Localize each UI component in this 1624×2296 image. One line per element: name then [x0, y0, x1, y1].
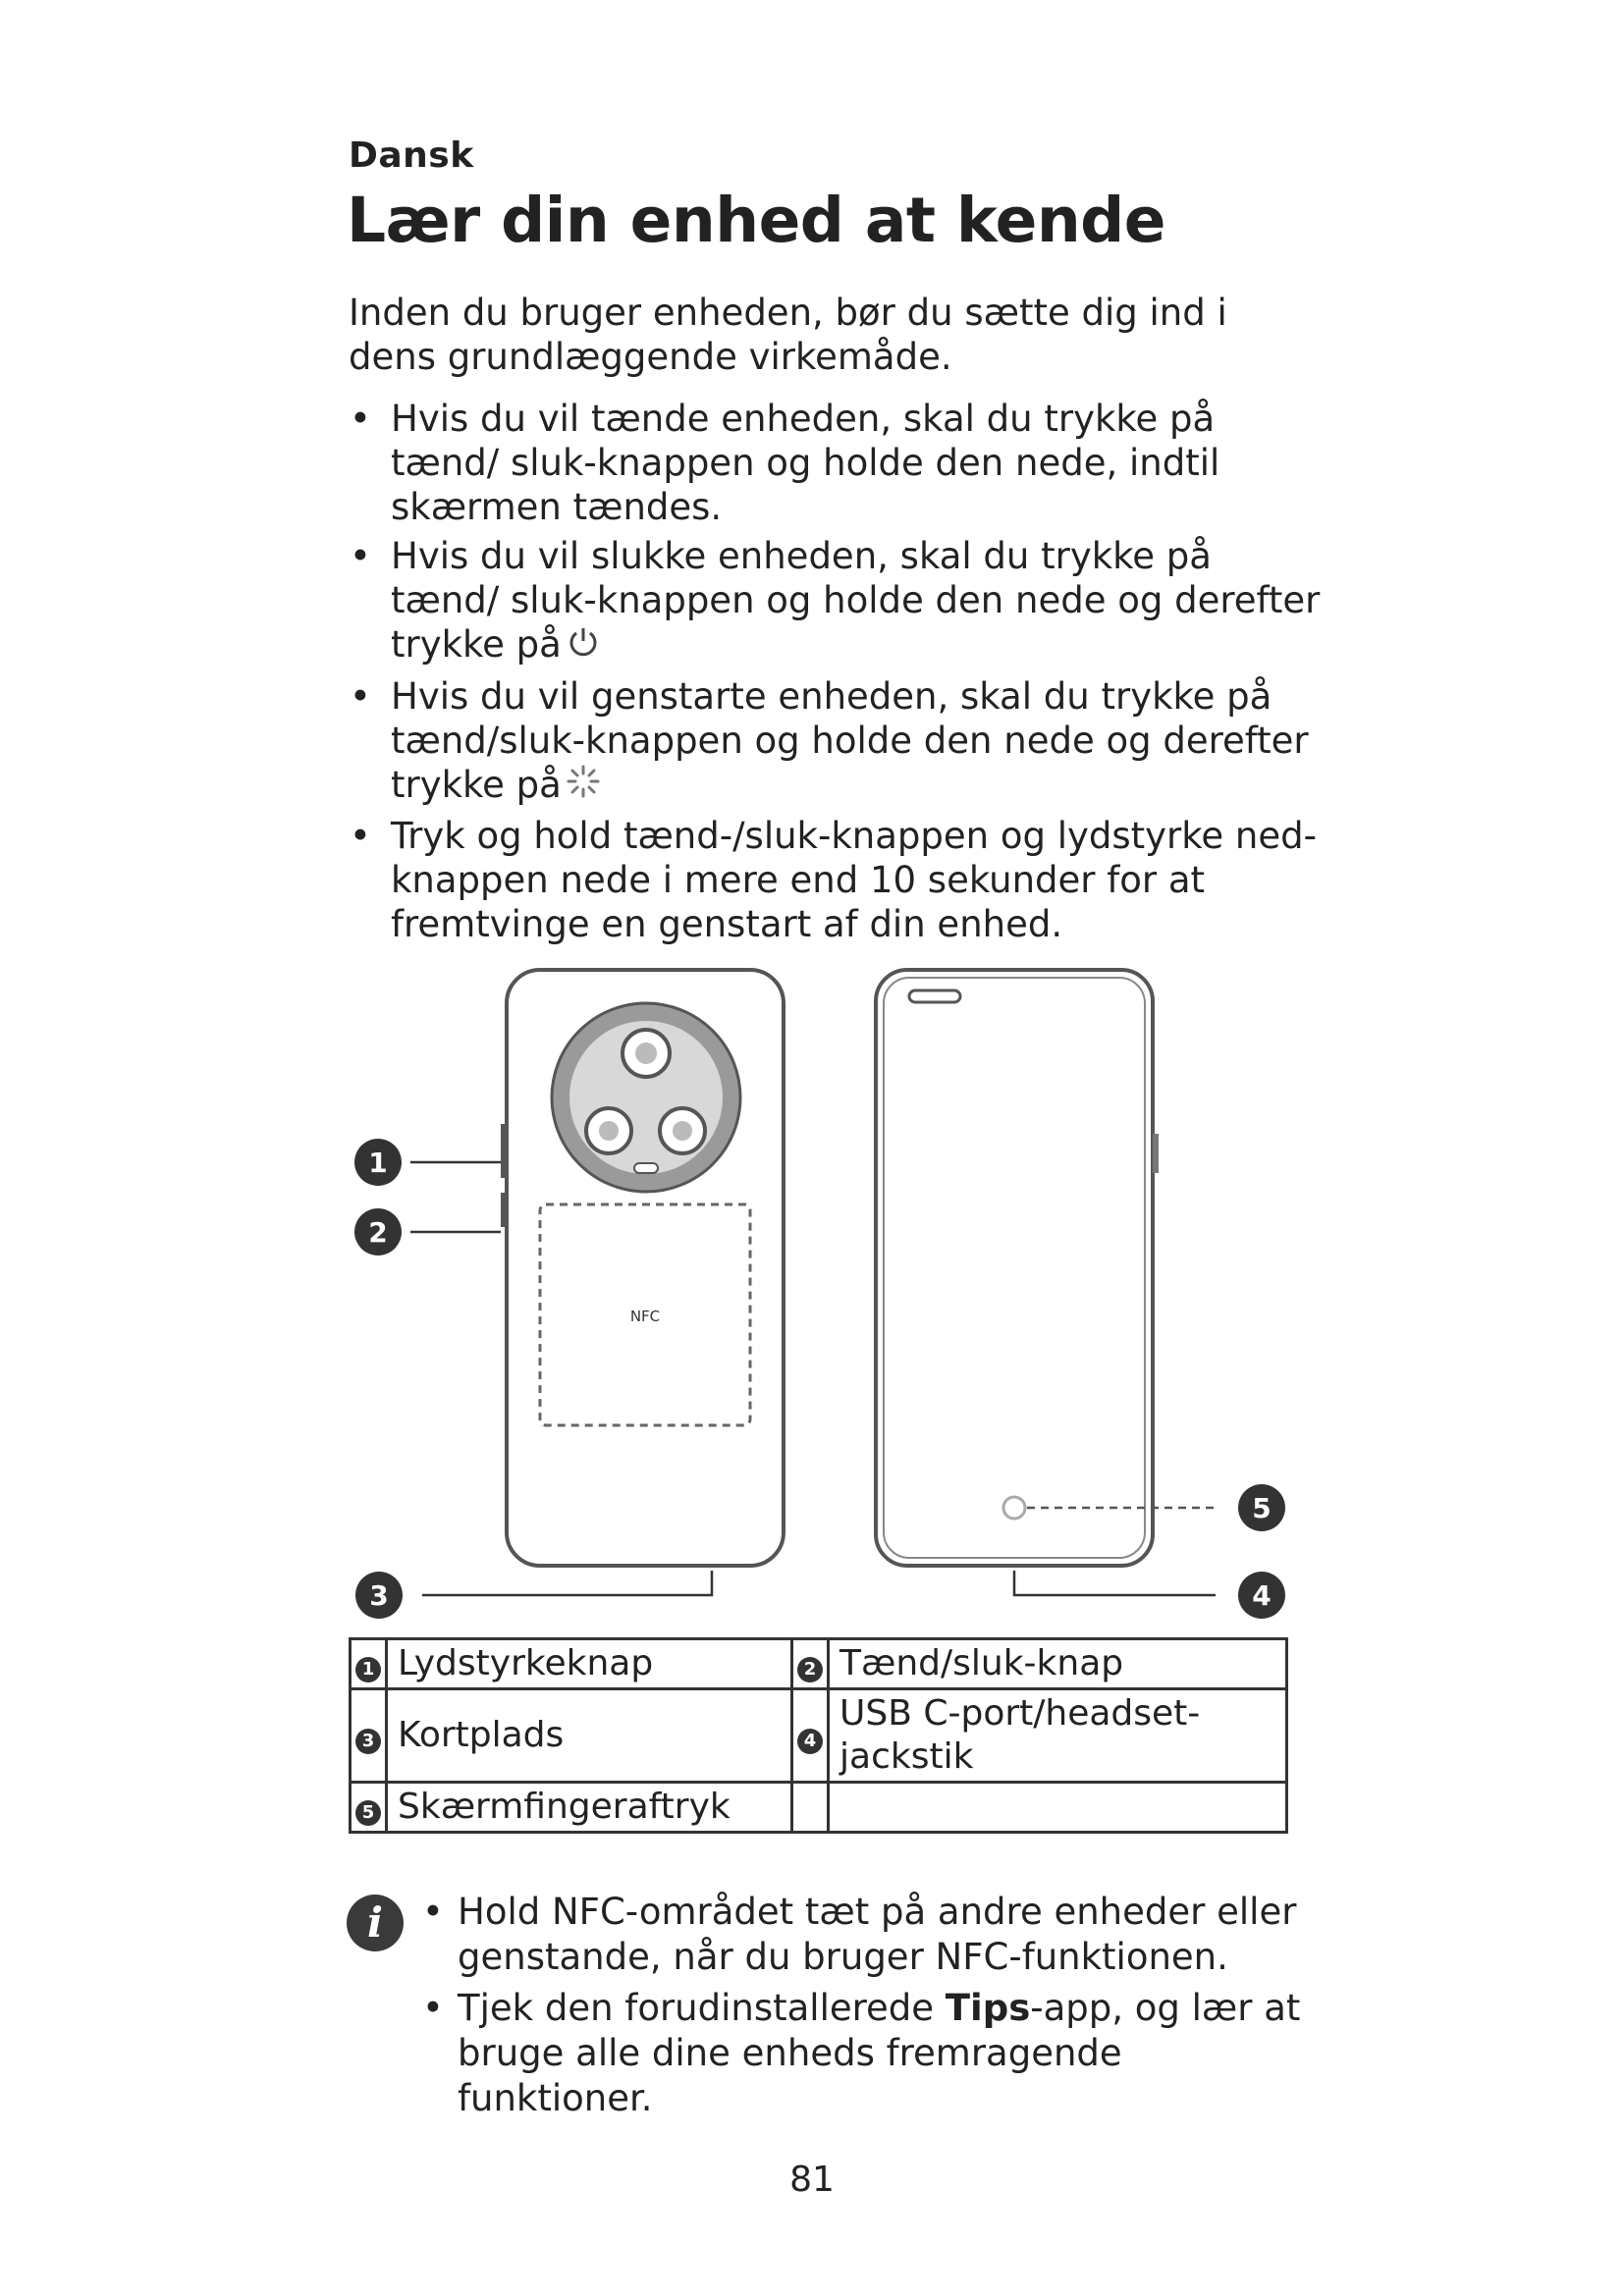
language-heading: Dansk	[349, 135, 474, 176]
callout-badge	[1238, 1484, 1285, 1531]
phone-front	[876, 970, 1153, 1566]
device-diagram	[334, 957, 1306, 1634]
front-camera	[909, 990, 960, 1002]
svg-text:3: 3	[369, 1579, 389, 1612]
table-cell: Skærmfingeraftryk	[387, 1783, 792, 1833]
svg-text:1: 1	[368, 1147, 388, 1179]
number-badge: 2	[797, 1657, 823, 1682]
list-item: • Tryk og hold tænd-/sluk-knappen og lydstyrke ned-knappen nede i mere end 10 sekunder for at fremtvinge en genstart af din enhed.	[350, 815, 1317, 945]
fingerprint-sensor	[1003, 1497, 1025, 1519]
page-title: Lær din enhed at kende	[347, 185, 1165, 256]
list-item: • Hvis du vil genstarte enheden, skal du trykke på tænd/sluk-knappen og holde den nede og derefter trykke på	[346, 674, 1327, 810]
list-item: • Hold NFC-området tæt på andre enheder eller genstande, når du bruger NFC-funktionen.	[422, 1891, 1297, 1978]
note-text: Hold NFC-området tæt på andre enheder eller genstande, når du bruger NFC-funktionen.	[458, 1891, 1297, 1978]
number-badge: 4	[797, 1729, 823, 1754]
page-number: 81	[789, 2160, 835, 2200]
tips-app-name: Tips	[945, 1987, 1031, 2029]
parts-table	[349, 1637, 1288, 1834]
bullet-text: Hvis du vil tænde enheden, skal du trykke på tænd/ sluk-knappen og holde den nede, indtil skærmen tændes.	[391, 398, 1220, 528]
table-row	[351, 1783, 1287, 1833]
table-cell: Tænd/sluk-knap	[829, 1639, 1287, 1689]
list-item: • Tjek den forudinstallerede Tips-app, og lær at bruge alle dine enheds fremragende funktioner.	[422, 1987, 1301, 2119]
note-text: -app, og lær at bruge alle dine enheds fremragende funktioner.	[458, 1987, 1301, 2119]
bullet-text: Hvis du vil genstarte enheden, skal du trykke på tænd/sluk-knappen og holde den nede og derefter trykke på	[391, 674, 1309, 806]
nfc-label: NFC	[629, 1308, 661, 1325]
table-cell: Kortplads	[387, 1689, 792, 1783]
table-row	[351, 1689, 1287, 1783]
table-row	[351, 1639, 1287, 1689]
callout-badge	[355, 1572, 403, 1619]
table-cell: USB C-port/headset-jackstik	[829, 1689, 1287, 1783]
callout-badge	[1238, 1572, 1285, 1619]
number-badge: 3	[355, 1729, 381, 1754]
camera-flash	[634, 1163, 658, 1173]
svg-text:5: 5	[1252, 1492, 1272, 1524]
power-button	[501, 1193, 509, 1227]
volume-button	[501, 1124, 509, 1178]
callout-badge	[354, 1208, 402, 1255]
note-text: Tjek den forudinstallerede	[458, 1987, 946, 2029]
callout-badge	[354, 1139, 402, 1186]
number-badge: 5	[355, 1800, 381, 1826]
svg-text:2: 2	[368, 1216, 388, 1249]
list-item: • Hvis du vil slukke enheden, skal du trykke på tænd/ sluk-knappen og holde den nede og derefter trykke på	[346, 534, 1327, 669]
svg-text:4: 4	[1252, 1579, 1272, 1612]
bullet-text: Hvis du vil slukke enheden, skal du trykke på tænd/ sluk-knappen og holde den nede og derefter trykke på	[391, 535, 1321, 666]
note-list	[422, 1890, 1306, 2127]
table-cell: Lydstyrkeknap	[387, 1639, 792, 1689]
bullet-text: Tryk og hold tænd-/sluk-knappen og lydstyrke ned-knappen nede i mere end 10 sekunder for at fremtvinge en genstart af din enhed.	[391, 815, 1317, 945]
intro-paragraph: Inden du bruger enheden, bør du sætte dig ind i dens grundlæggende virkemåde.	[349, 292, 1227, 378]
list-item: • Hvis du vil tænde enheden, skal du trykke på tænd/ sluk-knappen og holde den nede, indtil skærmen tændes.	[350, 398, 1220, 528]
number-badge: 1	[355, 1657, 381, 1682]
instruction-list	[346, 397, 1327, 951]
power-icon	[566, 624, 601, 669]
info-icon: i	[347, 1895, 404, 1951]
restart-icon	[566, 764, 601, 809]
